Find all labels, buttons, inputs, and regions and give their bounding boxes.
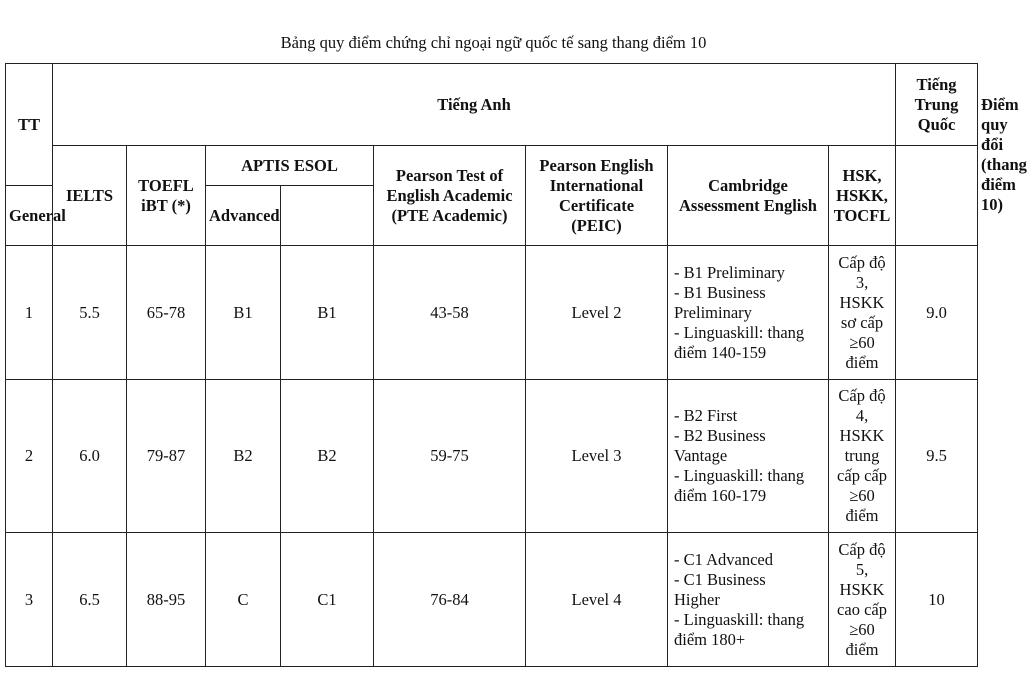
cell-tt: 3 xyxy=(6,533,53,667)
cell-peic: Level 2 xyxy=(526,246,668,380)
header-hsk: HSK, HSKK, TOCFL xyxy=(829,146,896,246)
table-title: Bảng quy điểm chứng chỉ ngoại ngữ quốc tế sang thang điểm 10 xyxy=(280,33,707,52)
cell-pte: 76-84 xyxy=(374,533,526,667)
cell-pte: 59-75 xyxy=(374,380,526,533)
cell-cambridge: - C1 Advanced - C1 Business Higher - Linguaskill: thang điểm 180+ xyxy=(668,533,829,667)
cell-tt: 2 xyxy=(6,380,53,533)
cell-ielts: 5.5 xyxy=(53,246,127,380)
cell-ielts: 6.5 xyxy=(53,533,127,667)
cell-toefl: 79-87 xyxy=(127,380,206,533)
cell-aptis-advanced: B1 xyxy=(281,246,374,380)
header-english-group: Tiếng Anh xyxy=(53,64,896,146)
header-aptis: APTIS ESOL xyxy=(206,146,374,186)
cell-hsk: Cấp độ 4, HSKK trung cấp cấp ≥60 điểm xyxy=(829,380,896,533)
cell-tt: 1 xyxy=(6,246,53,380)
cell-aptis-general: C xyxy=(206,533,281,667)
cell-toefl: 65-78 xyxy=(127,246,206,380)
cell-aptis-advanced: B2 xyxy=(281,380,374,533)
cell-cambridge: - B2 First - B2 Business Vantage - Linguaskill: thang điểm 160-179 xyxy=(668,380,829,533)
table-row xyxy=(6,246,978,380)
header-cambridge: Cambridge Assessment English xyxy=(668,146,829,246)
cell-ielts: 6.0 xyxy=(53,380,127,533)
cell-aptis-general: B1 xyxy=(206,246,281,380)
cell-pte: 43-58 xyxy=(374,246,526,380)
conversion-table: TT Tiếng Anh Tiếng Trung Quốc Điểm quy đổi (thang điểm 10) IELTS TOEFL iBT (*) APTIS ESOL Pearson Test of English Academic (PTE Academic) Pearson English International Certificate (PEIC) Cambridge Assessment English HSK, HSKK, TOCFL General Advanced 1 5.5 65-78 B1 B1 43-58 Level 2 - B1 Preliminary - B1 Business Preliminary - Linguaskill: thang điểm 140-159 Cấp độ 3, HSKK sơ cấp ≥60 điểm 9.0 2 6.0 79-87 B2 B2 59-75 Level 3 - B2 First - B2 Business Vantage - Linguaskill: thang điểm 160-179 Cấp độ 4, HSKK trung cấp cấp ≥60 điểm 9.5 3 6.5 88-95 C C1 76-84 Level 4 - C1 Advanced - C1 Business Higher - Linguaskill: thang điểm 180+ Cấp độ 5, HSKK cao cấp ≥60 điểm 10 xyxy=(5,63,978,667)
cell-hsk: Cấp độ 3, HSKK sơ cấp ≥60 điểm xyxy=(829,246,896,380)
header-chinese-group: Tiếng Trung Quốc xyxy=(896,64,978,146)
header-aptis-general: General xyxy=(6,186,53,246)
cell-peic: Level 4 xyxy=(526,533,668,667)
cell-peic: Level 3 xyxy=(526,380,668,533)
table-row xyxy=(6,533,978,667)
cell-aptis-general: B2 xyxy=(206,380,281,533)
cell-score: 9.0 xyxy=(896,246,978,380)
cell-cambridge: - B1 Preliminary - B1 Business Preliminary - Linguaskill: thang điểm 140-159 xyxy=(668,246,829,380)
table-row xyxy=(6,380,978,533)
header-ielts: IELTS xyxy=(53,146,127,246)
header-tt: TT xyxy=(6,64,53,186)
cell-hsk: Cấp độ 5, HSKK cao cấp ≥60 điểm xyxy=(829,533,896,667)
header-peic: Pearson English International Certificate (PEIC) xyxy=(526,146,668,246)
header-toefl: TOEFL iBT (*) xyxy=(127,146,206,246)
cell-toefl: 88-95 xyxy=(127,533,206,667)
header-aptis-advanced: Advanced xyxy=(206,186,281,246)
header-pte: Pearson Test of English Academic (PTE Academic) xyxy=(374,146,526,246)
cell-aptis-advanced: C1 xyxy=(281,533,374,667)
cell-score: 10 xyxy=(896,533,978,667)
cell-score: 9.5 xyxy=(896,380,978,533)
